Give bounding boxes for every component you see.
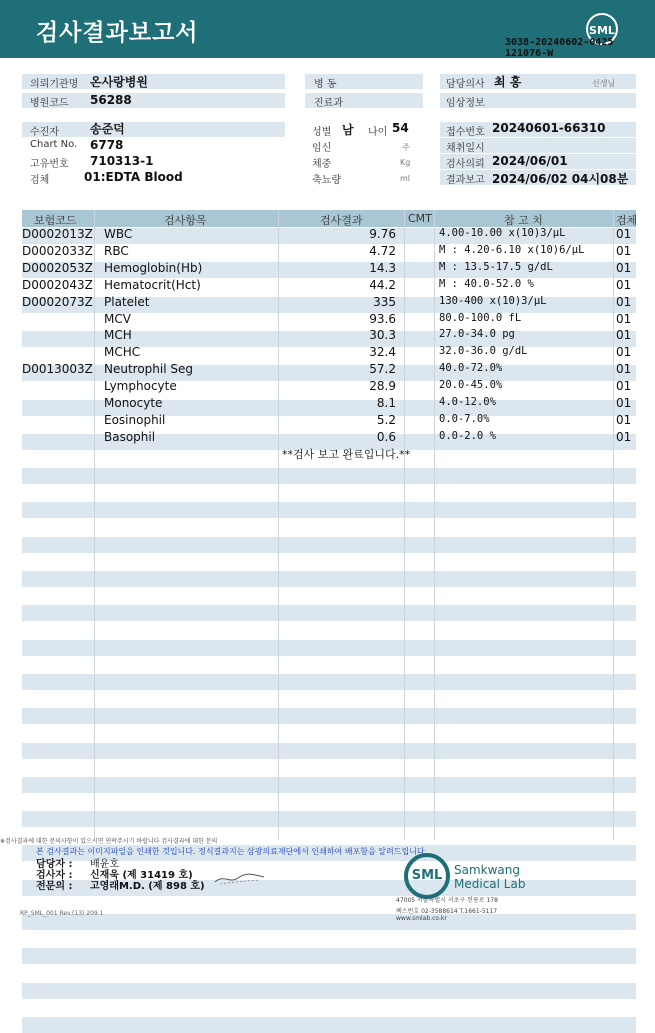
insurance-code: D0013003Z [22,362,93,377]
receipt-label: 접수번호 [446,127,485,138]
row-stripe [22,537,636,553]
row-stripe [22,571,636,587]
specimen-label: 검체 [30,175,50,186]
insurance-code: D0002053Z [22,260,93,275]
col-header-code: 보험코드 [34,214,77,227]
test-result: 5.2 [376,412,396,427]
test-item: Monocyte [104,396,163,410]
column-divider [434,210,435,840]
weight-label: 체중 [312,159,332,170]
specimen-code: 01 [616,345,632,360]
patient-label: 수진자 [30,127,59,138]
brand-name-line1: Samkwang [454,863,520,877]
row-stripe [22,948,636,964]
barcode-text-1: 3038-20240602-0425 [505,37,614,48]
insurance-code: D0002013Z [22,227,93,241]
test-result: 9.76 [369,227,396,241]
test-result: 14.3 [369,260,396,275]
brand-contact-fine: 팩스번호 02-3588614 T.1661-5117 www.smlab.co.kr [396,908,498,922]
test-result: 4.72 [369,243,396,258]
reference-range: 130-400 x(10)3/μL [439,294,547,307]
report-label: 결과보고 [446,175,485,186]
brand-address-fine: 47005 서울특별시 서초구 헌릉로 178 [396,897,498,904]
report-value: 2024/06/02 04시08분 [492,172,629,186]
hospital-code-value: 56288 [90,93,132,107]
clinical-info-label: 임상정보 [446,98,485,109]
test-item: Neutrophil Seg [104,362,194,377]
manager-label: 담당자 : [36,859,73,870]
reference-range: 27.0-34.0 pg [439,328,515,341]
tester-value: 신재욱 (제 31419 호) [90,870,193,881]
urine-unit: ml [400,174,411,183]
col-header-result: 검사결과 [320,214,363,227]
unique-id-value: 710313-1 [90,154,154,168]
row-stripe [22,1017,636,1033]
test-item: Platelet [104,294,150,309]
specimen-code: 01 [616,379,632,394]
test-item: MCHC [104,345,141,360]
test-result: 32.4 [369,345,396,360]
specimen-code: 01 [616,328,632,343]
column-divider [404,210,405,840]
sml-logo-icon: SML [586,13,618,45]
row-stripe [22,674,636,690]
specimen-code: 01 [616,396,632,410]
col-header-reference: 참 고 치 [504,214,543,227]
test-item: RBC [104,243,129,258]
chart-no-value: 6778 [90,138,124,152]
age-label: 나이 [368,127,388,138]
specimen-code: 01 [616,227,632,241]
ward-label: 병 동 [314,79,337,90]
test-item: MCH [104,328,132,343]
test-result: 0.6 [376,429,396,444]
fine-print: ※검사결과에 대한 문의사항이 있으시면 연락주시기 바랍니다 검사결과에 대한 문의 [0,838,218,845]
row-stripe [22,777,636,793]
test-item: Hematocrit(Hct) [104,277,201,292]
report-complete-note: **검사 보고 완료입니다.** [282,448,411,461]
specimen-code: 01 [616,311,632,326]
test-result: 44.2 [369,277,396,292]
tester-label: 검사자 : [36,870,73,881]
row-stripe [22,502,636,518]
insurance-code: D0002043Z [22,277,93,292]
row-stripe [22,640,636,656]
reference-range: 4.0-12.0% [439,396,496,408]
column-divider [278,210,279,840]
specimen-code: 01 [616,243,632,258]
specialist-value: 고영래M.D. (제 898 호) [90,881,205,892]
department-label: 진료과 [314,98,343,109]
weight-unit: Kg [400,158,411,167]
age-value: 54 [392,121,409,135]
column-divider [613,210,614,840]
doctor-suffix: 선생님 [592,79,616,88]
specimen-code: 01 [616,412,632,427]
specimen-code: 01 [616,260,632,275]
test-result: 57.2 [369,362,396,377]
row-stripe [22,914,636,930]
reference-range: 32.0-36.0 g/dL [439,345,528,358]
pregnancy-unit: 주 [402,143,410,152]
specimen-code: 01 [616,277,632,292]
hospital-label: 의뢰기관명 [30,79,79,90]
barcode-text-2: 121076-W [505,48,554,59]
reference-range: M : 13.5-17.5 g/dL [439,260,553,273]
test-result: 335 [373,294,396,309]
reference-range: M : 40.0-52.0 % [439,277,534,290]
sml-footer-logo-icon: SML [404,853,450,899]
test-result: 30.3 [369,328,396,343]
specialist-label: 전문의 : [36,881,73,892]
request-value: 2024/06/01 [492,154,568,168]
col-header-cmt: CMT [408,212,432,225]
patient-value: 송준덕 [90,122,125,136]
test-item: Basophil [104,429,156,444]
receipt-value: 20240601-66310 [492,121,606,135]
row-stripe [22,811,636,827]
test-result: 28.9 [369,379,396,394]
specimen-value: 01:EDTA Blood [84,170,183,184]
specimen-code: 01 [616,429,632,444]
col-header-item: 검사항목 [164,214,207,227]
row-stripe [22,983,636,999]
column-divider [94,210,95,840]
reference-range: M : 4.20-6.10 x(10)6/μL [439,243,585,256]
specimen-code: 01 [616,294,632,309]
reference-range: 4.00-10.00 x(10)3/μL [439,227,566,239]
test-item: MCV [104,311,131,326]
row-stripe [22,743,636,759]
doctor-value: 최 홍 [494,75,522,89]
doctor-label: 담당의사 [446,79,485,90]
test-item: Eosinophil [104,412,166,427]
col-header-specimen: 검체 [616,214,638,227]
manager-value: 배윤호 [90,859,119,870]
reference-range: 40.0-72.0% [439,362,503,375]
urine-label: 축뇨량 [312,175,341,186]
test-item: Lymphocyte [104,379,177,394]
reference-range: 0.0-7.0% [439,412,490,425]
hospital-code-label: 병원코드 [30,98,69,109]
test-item: Hemoglobin(Hb) [104,260,203,275]
row-stripe [22,468,636,484]
collection-label: 채취일시 [446,143,485,154]
reference-range: 0.0-2.0 % [439,429,496,442]
insurance-code: D0002033Z [22,243,93,258]
request-label: 검사의뢰 [446,159,485,170]
test-result: 93.6 [369,311,396,326]
hospital-value: 온사랑병원 [90,75,148,89]
test-result: 8.1 [376,396,396,410]
row-stripe [22,708,636,724]
page-title: 검사결과보고서 [36,20,199,46]
reference-range: 20.0-45.0% [439,379,503,392]
signature-icon [212,868,268,888]
insurance-code: D0002073Z [22,294,93,309]
unique-id-label: 고유번호 [30,159,69,170]
brand-name-line2: Medical Lab [454,877,526,891]
row-stripe [22,605,636,621]
gender-value: 남 [342,123,354,137]
gender-label: 성별 [312,127,332,138]
form-code: RP_SML_001 Rev.(13) 209.1 [20,910,104,917]
specimen-code: 01 [616,362,632,377]
notice-text: 본 검사결과는 이미지파일을 인쇄한 것입니다. 정식결과지는 삼광의료재단에서 인쇄하여 배포함을 알려드립니다. [36,847,428,856]
pregnancy-label: 임신 [312,143,332,154]
chart-no-label: Chart No. [30,139,78,150]
info-band [22,122,285,137]
test-item: WBC [104,227,133,241]
reference-range: 80.0-100.0 fL [439,311,522,324]
